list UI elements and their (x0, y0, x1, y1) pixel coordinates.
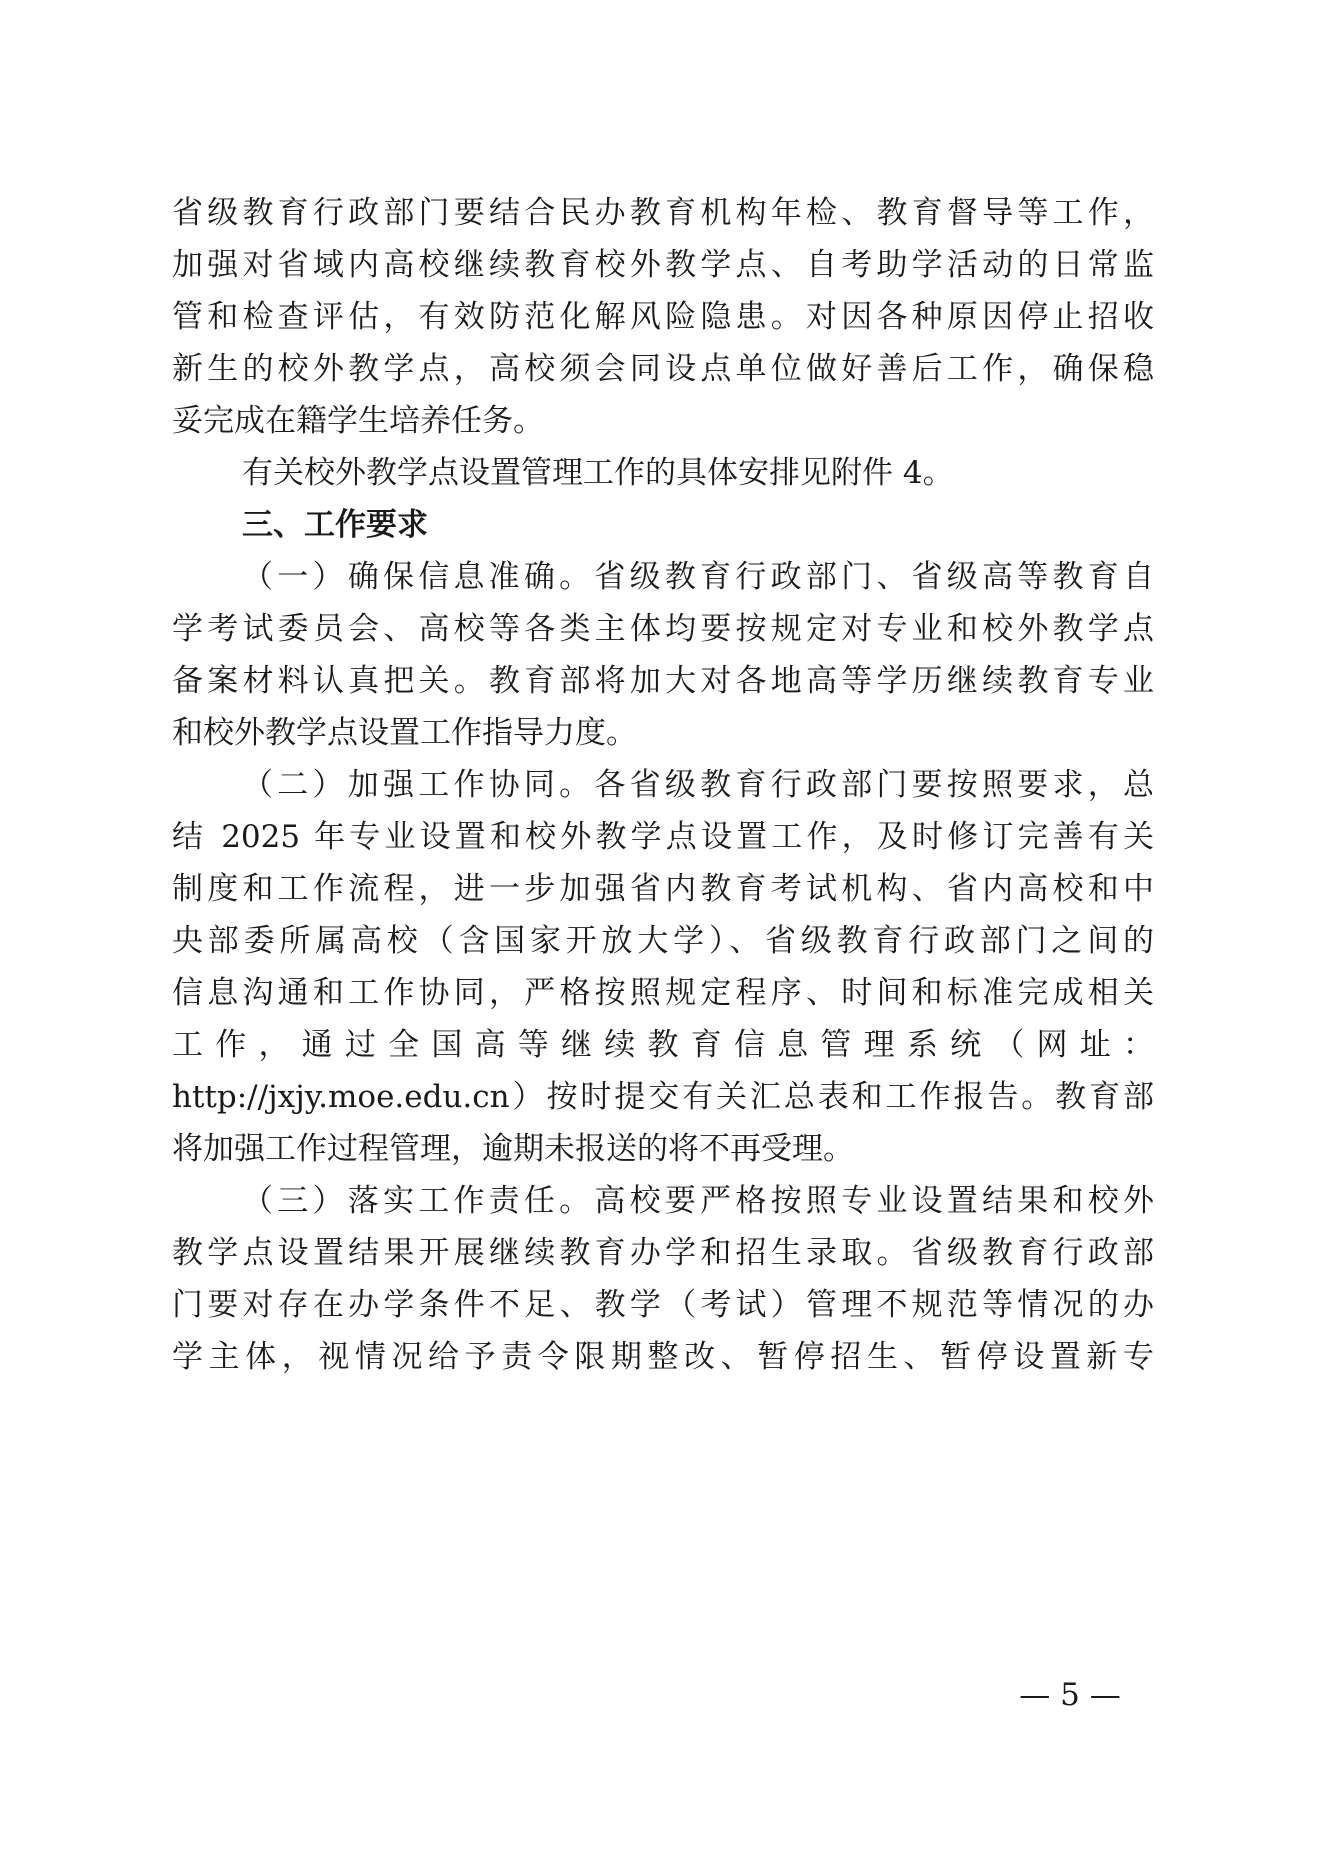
body-text-line: 制度和工作流程，进一步加强省内教育考试机构、省内高校和中 (172, 871, 1154, 907)
body-text-line: 和校外教学点设置工作指导力度。 (172, 715, 637, 751)
body-text-line: 将加强工作过程管理，逾期未报送的将不再受理。 (172, 1131, 854, 1167)
body-text-line: 门要对存在办学条件不足、教学（考试）管理不规范等情况的办 (172, 1287, 1154, 1323)
body-text-line: 妥完成在籍学生培养任务。 (172, 403, 544, 439)
body-text-line: http://jxjy.moe.edu.cn）按时提交有关汇总表和工作报告。教育部 (172, 1079, 1154, 1115)
body-text-line: 新生的校外教学点，高校须会同设点单位做好善后工作，确保稳 (172, 351, 1154, 387)
body-text-line: （一）确保信息准确。省级教育行政部门、省级高等教育自 (242, 559, 1154, 595)
body-text-line: 有关校外教学点设置管理工作的具体安排见附件 4。 (242, 455, 954, 491)
page-number: — 5 — (1019, 1677, 1121, 1713)
body-text-line: 备案材料认真把关。教育部将加大对各地高等学历继续教育专业 (172, 663, 1154, 699)
body-text-line: （三）落实工作责任。高校要严格按照专业设置结果和校外 (242, 1183, 1154, 1219)
section-heading: 三、工作要求 (242, 507, 428, 543)
body-text-line: （二）加强工作协同。各省级教育行政部门要按照要求，总 (242, 767, 1154, 803)
body-text-line: 结 2025 年专业设置和校外教学点设置工作，及时修订完善有关 (172, 819, 1154, 855)
body-text-line: 省级教育行政部门要结合民办教育机构年检、教育督导等工作， (172, 195, 1154, 231)
body-text-line: 管和检查评估，有效防范化解风险隐患。对因各种原因停止招收 (172, 299, 1154, 335)
body-text-line: 央部委所属高校（含国家开放大学）、省级教育行政部门之间的 (172, 923, 1154, 959)
body-text-line: 工作，通过全国高等继续教育信息管理系统（网址： (172, 1027, 1154, 1063)
body-text-line: 教学点设置结果开展继续教育办学和招生录取。省级教育行政部 (172, 1235, 1154, 1271)
body-text-line: 加强对省域内高校继续教育校外教学点、自考助学活动的日常监 (172, 247, 1154, 283)
body-text-line: 信息沟通和工作协同，严格按照规定程序、时间和标准完成相关 (172, 975, 1154, 1011)
body-text-line: 学主体，视情况给予责令限期整改、暂停招生、暂停设置新专 (172, 1339, 1154, 1375)
body-text-line: 学考试委员会、高校等各类主体均要按规定对专业和校外教学点 (172, 611, 1154, 647)
